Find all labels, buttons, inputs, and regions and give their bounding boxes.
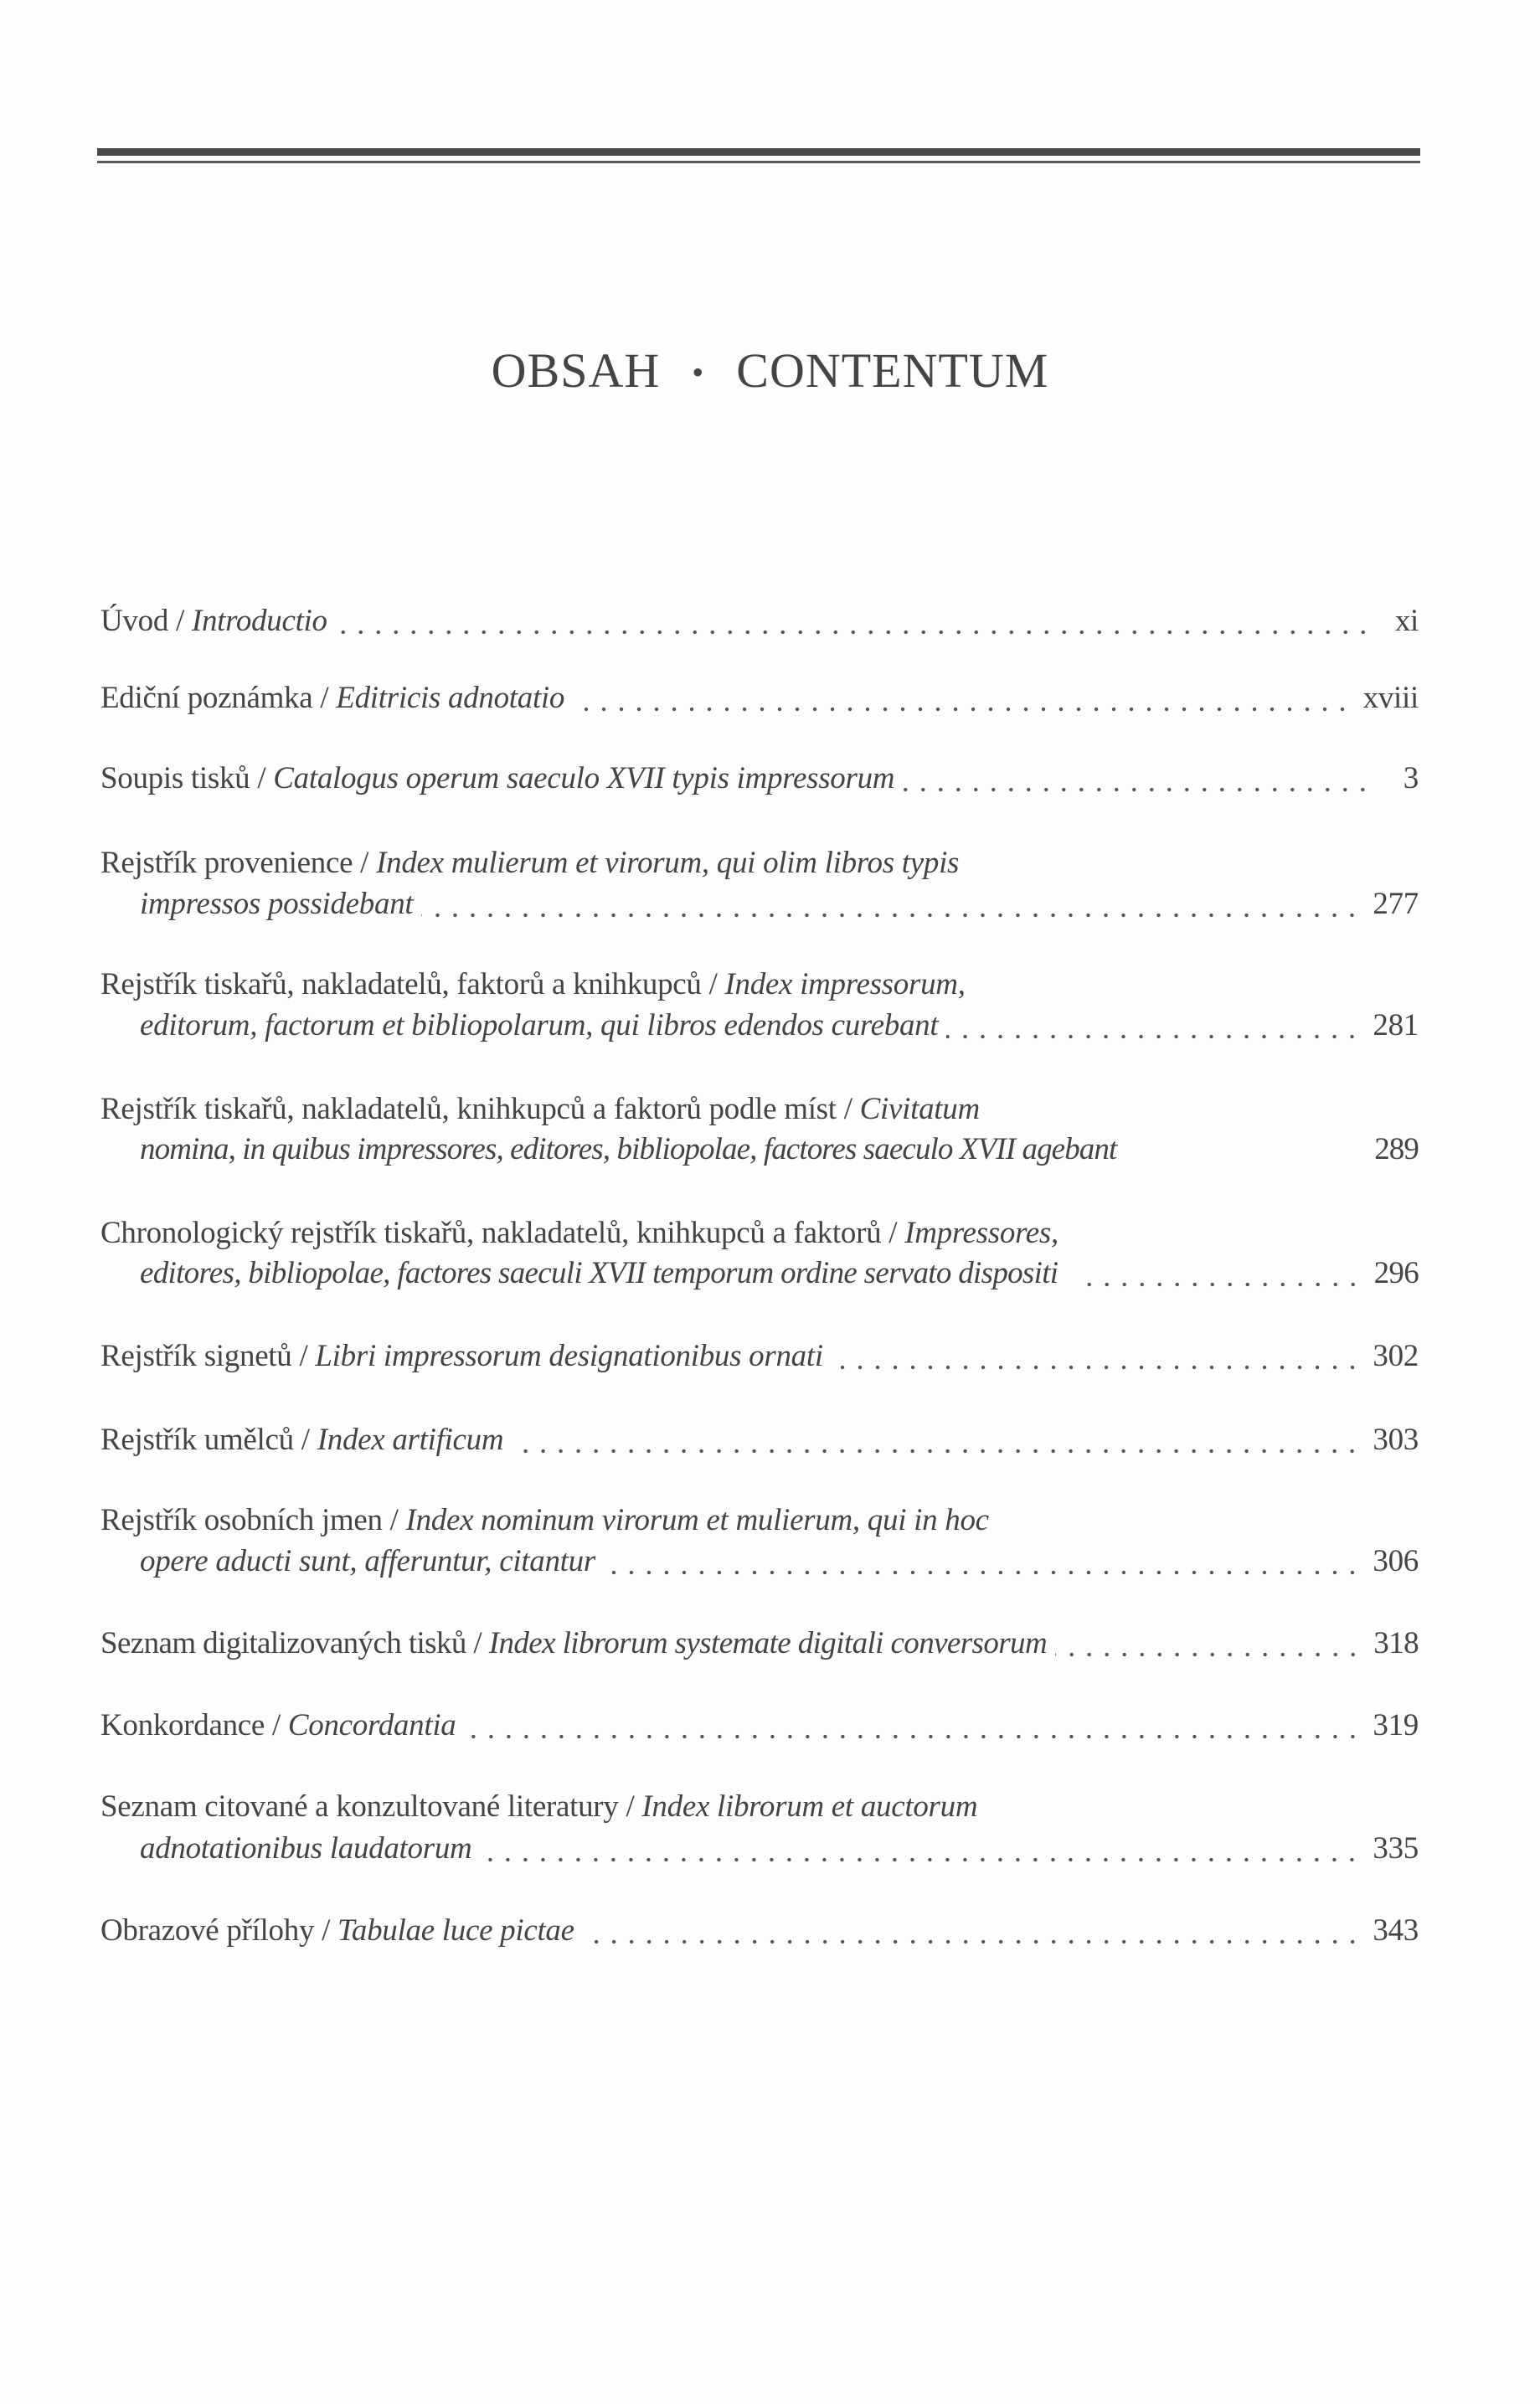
entry-slash: /: [250, 761, 274, 795]
entry-latin-title-continued: opere aducti sunt, afferuntur, citantur: [140, 1544, 595, 1578]
entry-czech-title: Rejstřík tiskařů, nakladatelů, knihkupců a faktorů podle míst: [100, 1092, 837, 1126]
entry-latin-title-continued: adnotationibus laudatorum: [140, 1831, 472, 1866]
page-title: [0, 342, 1540, 405]
entry-latin-title: Editricis adnotatio: [336, 681, 565, 715]
entry-slash: /: [168, 604, 192, 638]
entry-line-1: [100, 966, 1419, 1003]
entry-page-number: 335: [1373, 1831, 1419, 1866]
entry-page-number: 289: [1374, 1132, 1419, 1166]
entry-latin-title: Civitatum: [859, 1092, 980, 1126]
entry-line-2: [140, 1255, 1419, 1292]
entry-line-1: [100, 1091, 1419, 1128]
toc-entry-konkordance[interactable]: [100, 1707, 1419, 1744]
entry-latin-title: Index artificum: [317, 1423, 504, 1457]
entry-czech-title: Rejstřík umělců: [100, 1423, 294, 1457]
entry-line-1: [100, 1502, 1419, 1539]
title-czech: OBSAH: [491, 343, 661, 398]
toc-entry-rejstrik-signetu[interactable]: [100, 1338, 1419, 1375]
entry-slash: /: [701, 967, 725, 1001]
entry-latin-title: Catalogus operum saeculo XVII typis impressorum: [273, 761, 895, 795]
entry-slash: /: [312, 681, 337, 715]
entry-line-2: [140, 1543, 1419, 1580]
header-rule-thin: [97, 161, 1420, 163]
header-rule-thick: [97, 148, 1420, 156]
dot-leader: [1078, 1282, 1362, 1287]
entry-slash: /: [466, 1626, 489, 1660]
entry-slash: /: [293, 1423, 317, 1457]
entry-latin-title: Index mulierum et virorum, qui olim libros typis: [376, 846, 960, 880]
entry-latin-title-continued: editorum, factorum et bibliopolarum, qui libros edendos curebant: [140, 1008, 939, 1042]
entry-page-number: 303: [1373, 1423, 1419, 1457]
entry-slash: /: [382, 1503, 406, 1537]
entry-latin-title: Introductio: [191, 604, 327, 638]
entry-czech-title: Soupis tisků: [100, 761, 250, 795]
entry-latin-title-continued: nomina, in quibus impressores, editores, bibliopolae, factores saeculo XVII agebant: [140, 1132, 1117, 1166]
entry-czech-title: Obrazové přílohy: [100, 1913, 315, 1948]
dot-leader: [480, 1857, 1361, 1862]
entry-slash: /: [618, 1789, 642, 1824]
entry-latin-title: Concordantia: [287, 1708, 456, 1743]
entry-slash: /: [353, 846, 377, 880]
entry-latin-title: Index nominum virorum et mulierum, qui in hoc: [405, 1503, 989, 1537]
entry-page-number: 302: [1373, 1339, 1419, 1373]
entry-latin-title: Tabulae luce pictae: [337, 1913, 574, 1948]
entry-page-number: 281: [1373, 1008, 1419, 1042]
toc-entry-rejstrik-umelcu[interactable]: [100, 1422, 1419, 1459]
entry-line-2: [140, 1131, 1419, 1168]
dot-leader: [832, 1365, 1362, 1370]
toc-entry-edicni-poznamka[interactable]: [100, 680, 1419, 717]
entry-czech-title: Rejstřík provenience: [100, 846, 353, 880]
entry-latin-title: Libri impressorum designationibus ornati: [315, 1339, 823, 1373]
entry-czech-title: Rejstřík signetů: [100, 1339, 292, 1373]
dot-leader: [583, 1939, 1362, 1944]
entry-line-1: [100, 1215, 1419, 1252]
title-latin: CONTENTUM: [736, 343, 1049, 398]
entry-page-number: 306: [1373, 1544, 1419, 1578]
entry-page-number: 319: [1373, 1708, 1419, 1743]
entry-latin-title: Index librorum et auctorum: [641, 1789, 978, 1824]
entry-page-number: xi: [1394, 604, 1419, 638]
entry-latin-title-continued: editores, bibliopolae, factores saeculi XVII temporum ordine servato dispositi: [140, 1256, 1058, 1290]
entry-line-2: [140, 886, 1419, 923]
dot-leader: [903, 787, 1372, 792]
entry-page-number: 296: [1373, 1256, 1419, 1290]
entry-czech-title: Seznam citované a konzultované literatury: [100, 1789, 619, 1824]
entry-page-number: 3: [1403, 761, 1419, 795]
entry-slash: /: [836, 1092, 860, 1126]
entry-czech-title: Chronologický rejstřík tiskařů, nakladatelů, knihkupců a faktorů: [100, 1216, 882, 1250]
dot-leader: [946, 1034, 1361, 1039]
dot-leader: [604, 1570, 1361, 1575]
dot-leader: [465, 1734, 1362, 1739]
entry-latin-title: Impressores,: [904, 1216, 1058, 1250]
toc-entry-soupis-tisku[interactable]: [100, 760, 1419, 797]
dot-leader: [512, 1449, 1361, 1454]
entry-czech-title: Rejstřík osobních jmen: [100, 1503, 383, 1537]
entry-line-1: [100, 845, 1419, 882]
title-separator-dot-icon: •: [692, 353, 705, 391]
dot-leader: [336, 630, 1372, 635]
dot-leader: [421, 913, 1361, 918]
dot-leader: [1055, 1652, 1362, 1657]
entry-czech-title: Rejstřík tiskařů, nakladatelů, faktorů a knihkupců: [100, 967, 702, 1001]
entry-slash: /: [314, 1913, 338, 1948]
entry-page-number: xviii: [1362, 681, 1419, 715]
entry-czech-title: Ediční poznámka: [100, 681, 313, 715]
toc-entry-obrazove-prilohy[interactable]: [100, 1912, 1419, 1949]
entry-line-2: [140, 1007, 1419, 1044]
entry-line-1: [100, 1789, 1419, 1825]
entry-czech-title: Seznam digitalizovaných tisků: [100, 1626, 466, 1660]
entry-latin-title: Index impressorum,: [724, 967, 966, 1001]
entry-latin-title-continued: impressos possidebant: [140, 887, 414, 921]
entry-page-number: 343: [1373, 1913, 1419, 1948]
entry-page-number: 318: [1373, 1626, 1419, 1660]
entry-slash: /: [881, 1216, 905, 1250]
entry-slash: /: [291, 1339, 316, 1373]
entry-page-number: 277: [1373, 887, 1419, 921]
toc-entry-seznam-digitalizovanych[interactable]: [100, 1625, 1419, 1662]
entry-czech-title: Konkordance: [100, 1708, 265, 1743]
entry-line-2: [140, 1830, 1419, 1867]
leader-gap: [1125, 1158, 1362, 1163]
entry-czech-title: Úvod: [100, 604, 169, 638]
toc-entry-uvod[interactable]: [100, 603, 1419, 640]
entry-slash: /: [265, 1708, 288, 1743]
entry-latin-title: Index librorum systemate digitali conversorum: [488, 1626, 1048, 1660]
dot-leader: [573, 707, 1352, 712]
